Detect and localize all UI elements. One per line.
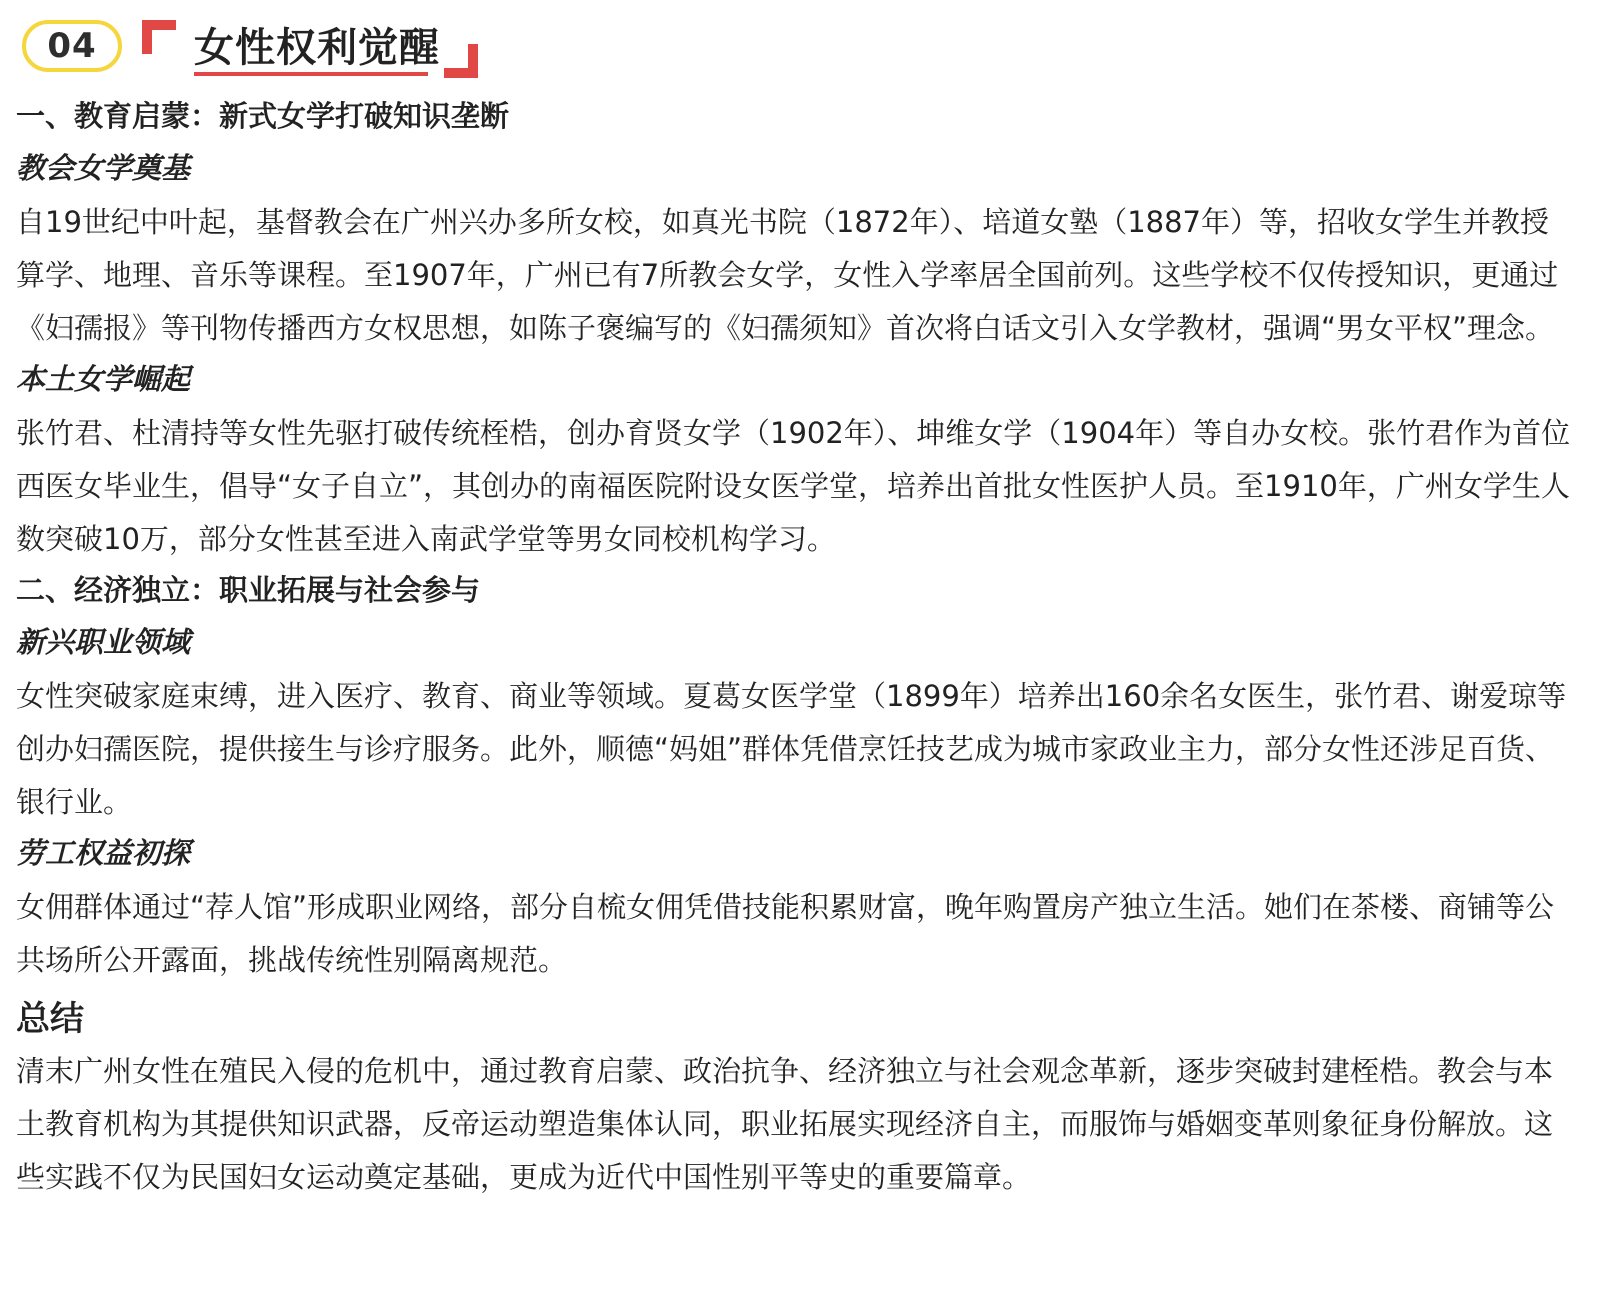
- page-title: 女性权利觉醒: [194, 25, 440, 71]
- title-corner-bottom-right-decoration: [444, 44, 478, 78]
- summary-heading: 总结: [16, 999, 84, 1039]
- subsection-title: 本土女学崛起: [16, 362, 191, 396]
- section-economy: [16, 568, 1576, 987]
- subsection-title: 新兴职业领域: [16, 625, 191, 659]
- paragraph: 女佣群体通过“荐人馆”形成职业网络，部分自梳女佣凭借技能积累财富，晚年购置房产独立生活。她们在茶楼、商铺等公共场所公开露面，挑战传统性别隔离规范。: [16, 890, 1555, 977]
- article-body: [16, 92, 1576, 1206]
- section-education: [16, 94, 1576, 566]
- section-header: [22, 14, 542, 84]
- section-heading: 二、经济独立：职业拓展与社会参与: [16, 573, 481, 607]
- subsection-title: 教会女学奠基: [16, 151, 191, 185]
- title-corner-top-left-decoration: [142, 20, 176, 54]
- summary-paragraph: 清末广州女性在殖民入侵的危机中，通过教育启蒙、政治抗争、经济独立与社会观念革新，逐步突破封建桎梏。教会与本土教育机构为其提供知识武器，反帝运动塑造集体认同，职业拓展实现经济自主，而服饰与婚姻变革则象征身份解放。这些实践不仅为民国妇女运动奠定基础，更成为近代中国性别平等史的重要篇章。: [16, 1054, 1554, 1194]
- title-underline: [194, 72, 428, 76]
- paragraph: 自19世纪中叶起，基督教会在广州兴办多所女校，如真光书院（1872年）、培道女塾（1887年）等，招收女学生并教授算学、地理、音乐等课程。至1907年，广州已有7所教会女学，女性入学率居全国前列。这些学校不仅传授知识，更通过《妇孺报》等刊物传播西方女权思想，如陈子褒编写的《妇孺须知》首次将白话文引入女学教材，强调“男女平权”理念。: [16, 205, 1559, 345]
- section-heading: 一、教育启蒙：新式女学打破知识垄断: [16, 99, 510, 133]
- summary-section: [16, 993, 1576, 1204]
- paragraph: 女性突破家庭束缚，进入医疗、教育、商业等领域。夏葛女医学堂（1899年）培养出160余名女医生，张竹君、谢爱琼等创办妇孺医院，提供接生与诊疗服务。此外，顺德“妈姐”群体凭借烹饪技艺成为城市家政业主力，部分女性还涉足百货、银行业。: [16, 679, 1567, 819]
- subsection-title: 劳工权益初探: [16, 836, 191, 870]
- paragraph: 张竹君、杜清持等女性先驱打破传统桎梏，创办育贤女学（1902年）、坤维女学（1904年）等自办女校。张竹君作为首位西医女毕业生，倡导“女子自立”，其创办的南福医院附设女医学堂，培养出首批女性医护人员。至1910年，广州女学生人数突破10万，部分女性甚至进入南武学堂等男女同校机构学习。: [16, 416, 1571, 556]
- section-number-badge: 04: [22, 20, 122, 72]
